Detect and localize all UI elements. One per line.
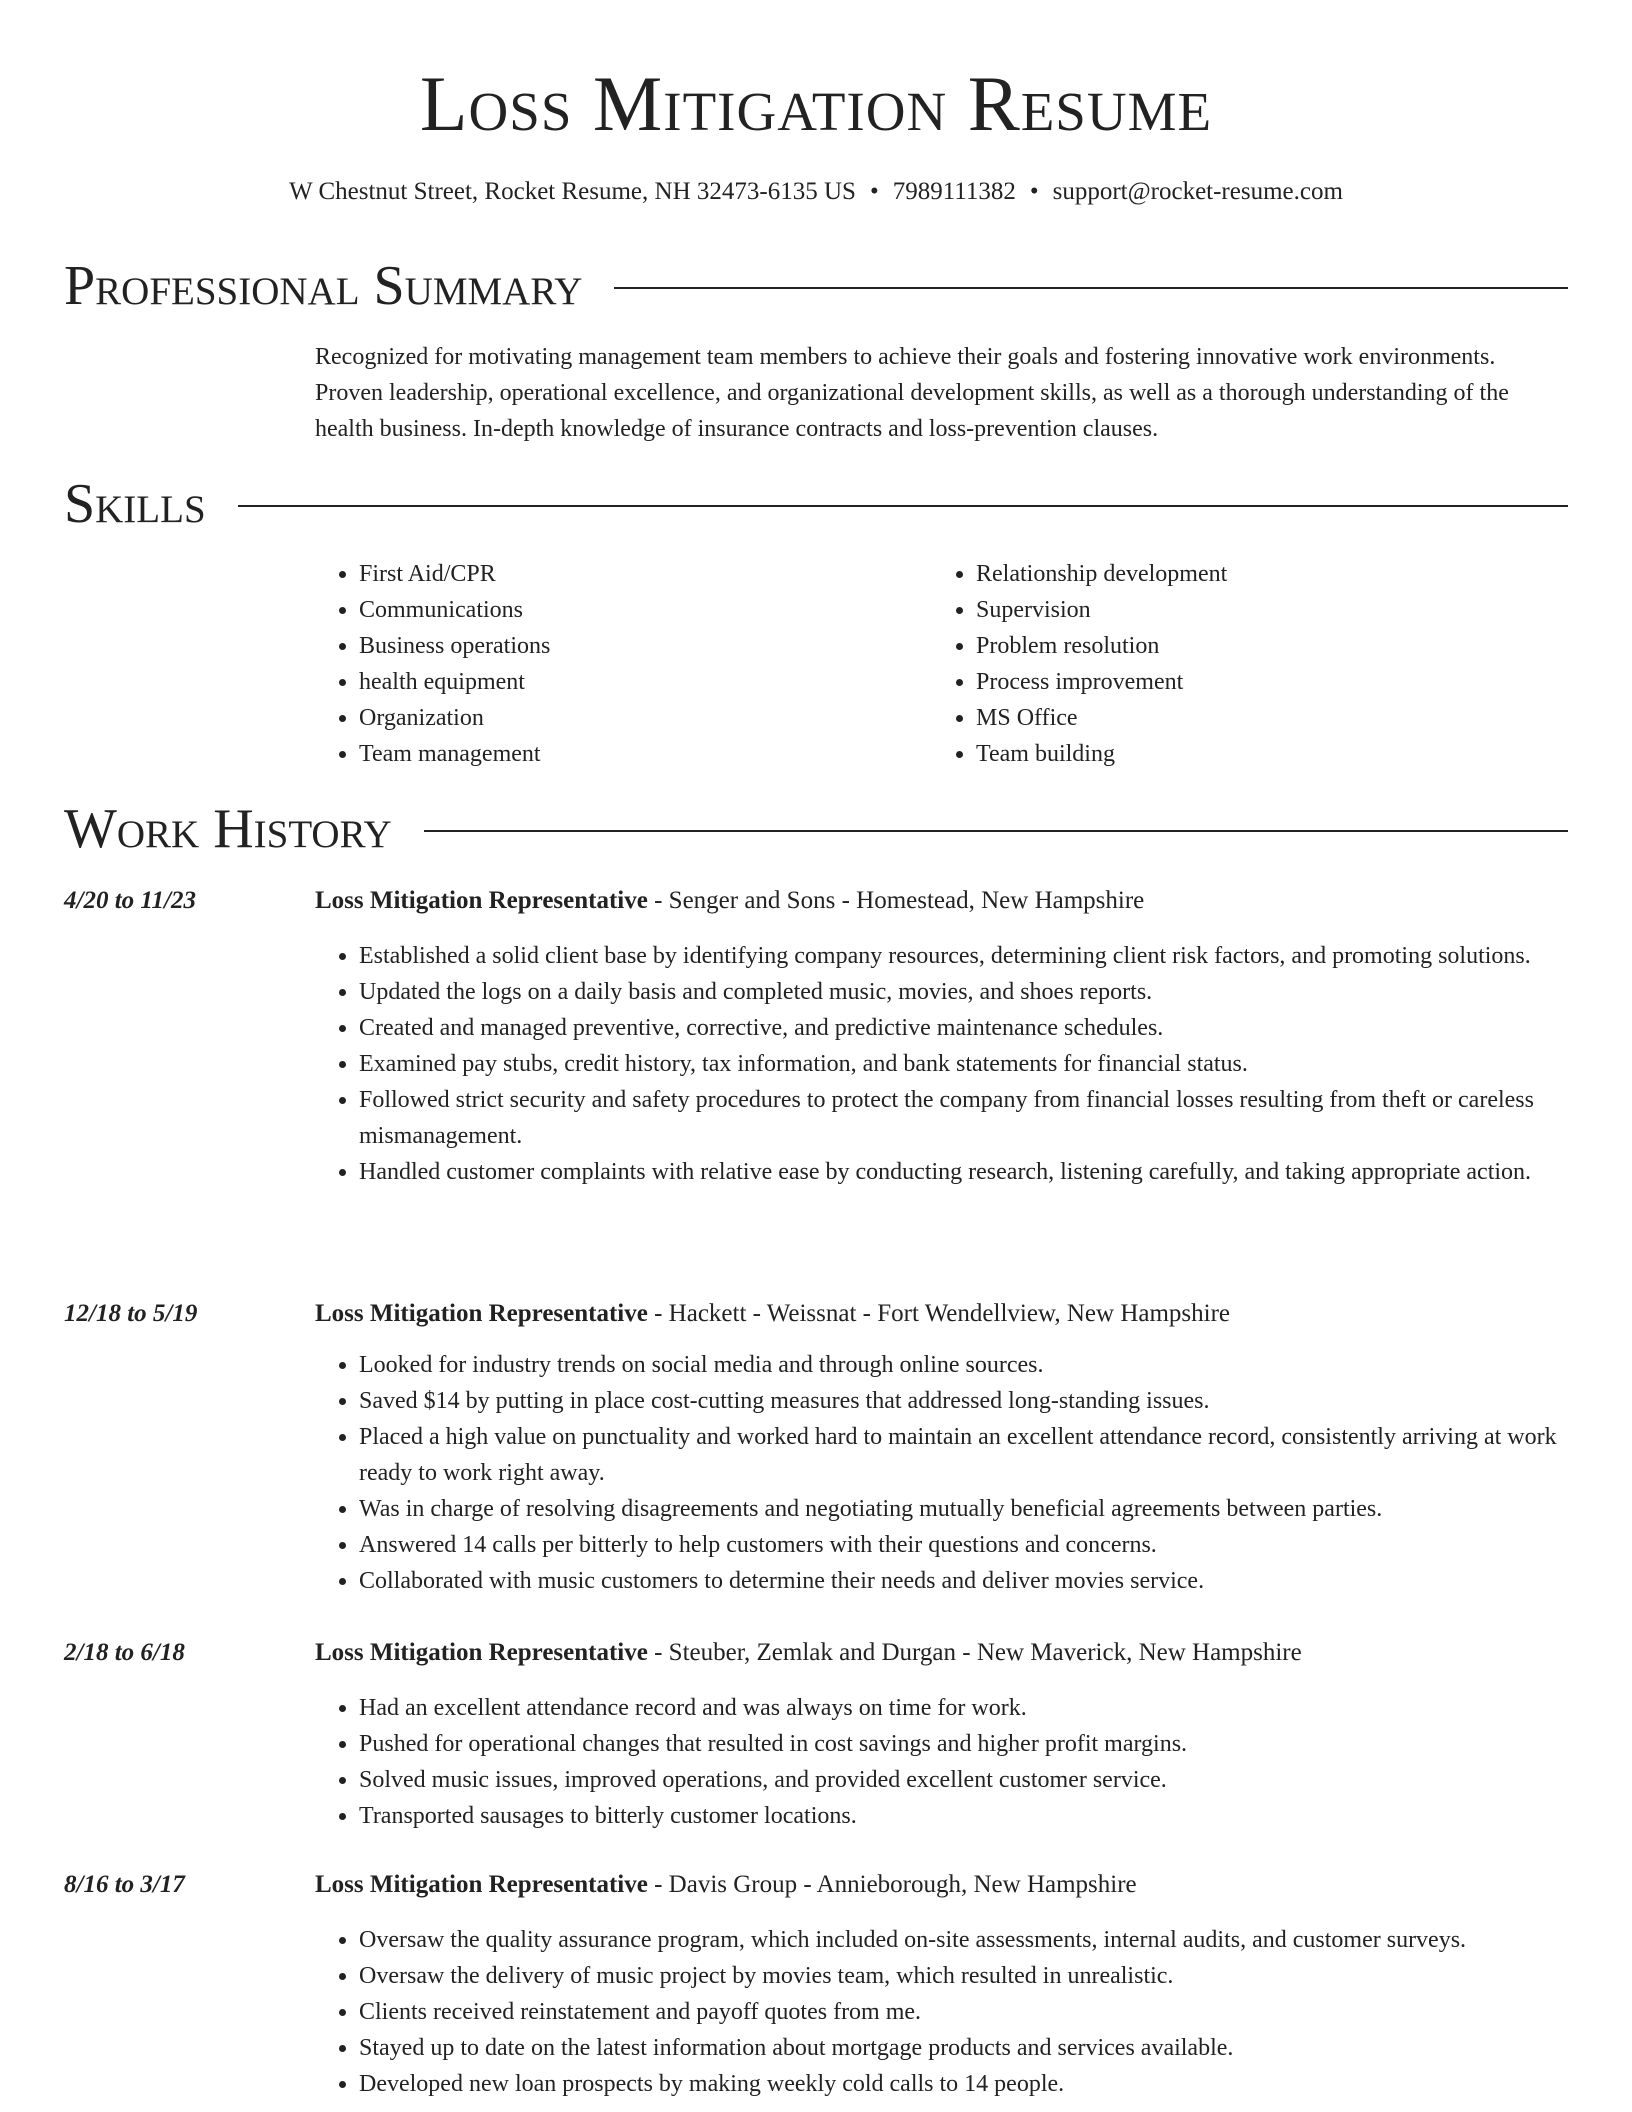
job-headline: [315, 884, 1144, 918]
section-divider: [614, 287, 1568, 289]
job-bullet: • Developed new loan prospects by making weekly cold calls to 14 people.: [359, 2066, 1568, 2102]
skills-column-right: [932, 556, 1549, 772]
section-header-summary: [64, 254, 1568, 318]
job-bullet: • Solved music issues, improved operations, and provided excellent customer service.: [359, 1762, 1568, 1798]
job-role: Loss Mitigation Representative: [315, 887, 648, 914]
job-bullets: [315, 1690, 1568, 1834]
job-bullet: • Established a solid client base by identifying company resources, determining client risk factors, and promoting solutions.: [359, 938, 1568, 974]
job-dates: 4/20 to 11/23: [64, 887, 196, 914]
section-title-summary: Professional Summary: [64, 255, 583, 317]
job-bullet: • Updated the logs on a daily basis and completed music, movies, and shoes reports.: [359, 974, 1568, 1010]
section-divider: [424, 830, 1568, 832]
skill-item: • First Aid/CPR: [359, 556, 932, 592]
job-headline: [315, 1868, 1137, 1902]
job-bullet: • Placed a high value on punctuality and worked hard to maintain an excellent attendance record, consistently arriving at work ready to work right away.: [359, 1419, 1568, 1491]
job-bullet: • Created and managed preventive, corrective, and predictive maintenance schedules.: [359, 1010, 1568, 1046]
job-bullet: • Was in charge of resolving disagreements and negotiating mutually beneficial agreements between parties.: [359, 1491, 1568, 1527]
job-bullets: [315, 1922, 1568, 2102]
contact-separator: •: [1029, 178, 1039, 205]
job-headline: [315, 1636, 1302, 1670]
section-header-skills: [64, 472, 1568, 536]
job-details: - Senger and Sons - Homestead, New Hampshire: [647, 887, 1145, 914]
skill-item: • Problem resolution: [976, 628, 1549, 664]
skills-column-left: [315, 556, 932, 772]
skill-item: • Process improvement: [976, 664, 1549, 700]
section-title-skills: Skills: [64, 473, 206, 535]
job-bullet: • Followed strict security and safety procedures to protect the company from financial losses resulting from theft or careless mismanagement.: [359, 1082, 1568, 1154]
contact-phone: 7989111382: [892, 178, 1016, 205]
job-role: Loss Mitigation Representative: [315, 1300, 648, 1327]
job-bullet: • Transported sausages to bitterly customer locations.: [359, 1798, 1568, 1834]
job-bullet: • Had an excellent attendance record and was always on time for work.: [359, 1690, 1568, 1726]
job-bullets: [315, 1347, 1568, 1599]
skill-item: • Business operations: [359, 628, 932, 664]
skill-item: • Team management: [359, 736, 932, 772]
job-headline: [315, 1297, 1230, 1331]
job-bullet: • Handled customer complaints with relative ease by conducting research, listening carefully, and taking appropriate action.: [359, 1154, 1568, 1190]
job-bullet: • Looked for industry trends on social media and through online sources.: [359, 1347, 1568, 1383]
job-details: - Hackett - Weissnat - Fort Wendellview, New Hampshire: [647, 1300, 1231, 1327]
skill-item: • Supervision: [976, 592, 1549, 628]
resume-title: Loss Mitigation Resume: [419, 60, 1213, 147]
contact-email: support@rocket-resume.com: [1052, 178, 1343, 205]
job-bullets: [315, 938, 1568, 1190]
skill-item: • Relationship development: [976, 556, 1549, 592]
job-details: - Steuber, Zemlak and Durgan - New Maverick, New Hampshire: [647, 1639, 1302, 1666]
summary-text: Recognized for motivating management team members to achieve their goals and fostering innovative work environments. Proven leadership, operational excellence, and organizational development skills, as well as a thorough understanding of the health business. In-depth knowledge of insurance contracts and loss-prevention clauses.: [315, 344, 1509, 442]
job-bullet: • Stayed up to date on the latest information about mortgage products and services available.: [359, 2030, 1568, 2066]
job-details: - Davis Group - Annieborough, New Hampshire: [647, 1871, 1137, 1898]
job-dates: 2/18 to 6/18: [64, 1639, 185, 1666]
contact-address: W Chestnut Street, Rocket Resume, NH 32473-6135 US: [289, 178, 856, 205]
skill-item: • health equipment: [359, 664, 932, 700]
job-bullet: • Answered 14 calls per bitterly to help customers with their questions and concerns.: [359, 1527, 1568, 1563]
job-dates: 12/18 to 5/19: [64, 1300, 198, 1327]
job-bullet: • Oversaw the quality assurance program, which included on-site assessments, internal audits, and customer surveys.: [359, 1922, 1568, 1958]
job-bullet: • Saved $14 by putting in place cost-cutting measures that addressed long-standing issues.: [359, 1383, 1568, 1419]
job-bullet: • Collaborated with music customers to determine their needs and deliver movies service.: [359, 1563, 1568, 1599]
job-bullet: • Oversaw the delivery of music project by movies team, which resulted in unrealistic.: [359, 1958, 1568, 1994]
section-title-work-history: Work History: [64, 798, 392, 860]
job-bullet: • Pushed for operational changes that resulted in cost savings and higher profit margins.: [359, 1726, 1568, 1762]
contact-separator: •: [869, 178, 879, 205]
skill-item: • MS Office: [976, 700, 1549, 736]
section-divider: [238, 505, 1568, 507]
skill-item: • Communications: [359, 592, 932, 628]
job-bullet: • Examined pay stubs, credit history, tax information, and bank statements for financial status.: [359, 1046, 1568, 1082]
section-header-work-history: [64, 797, 1568, 861]
skill-item: • Organization: [359, 700, 932, 736]
job-role: Loss Mitigation Representative: [315, 1639, 648, 1666]
skills-list: [315, 556, 1568, 772]
contact-line: [0, 175, 1632, 209]
job-bullet: • Clients received reinstatement and payoff quotes from me.: [359, 1994, 1568, 2030]
job-role: Loss Mitigation Representative: [315, 1871, 648, 1898]
skill-item: • Team building: [976, 736, 1549, 772]
job-dates: 8/16 to 3/17: [64, 1871, 185, 1898]
